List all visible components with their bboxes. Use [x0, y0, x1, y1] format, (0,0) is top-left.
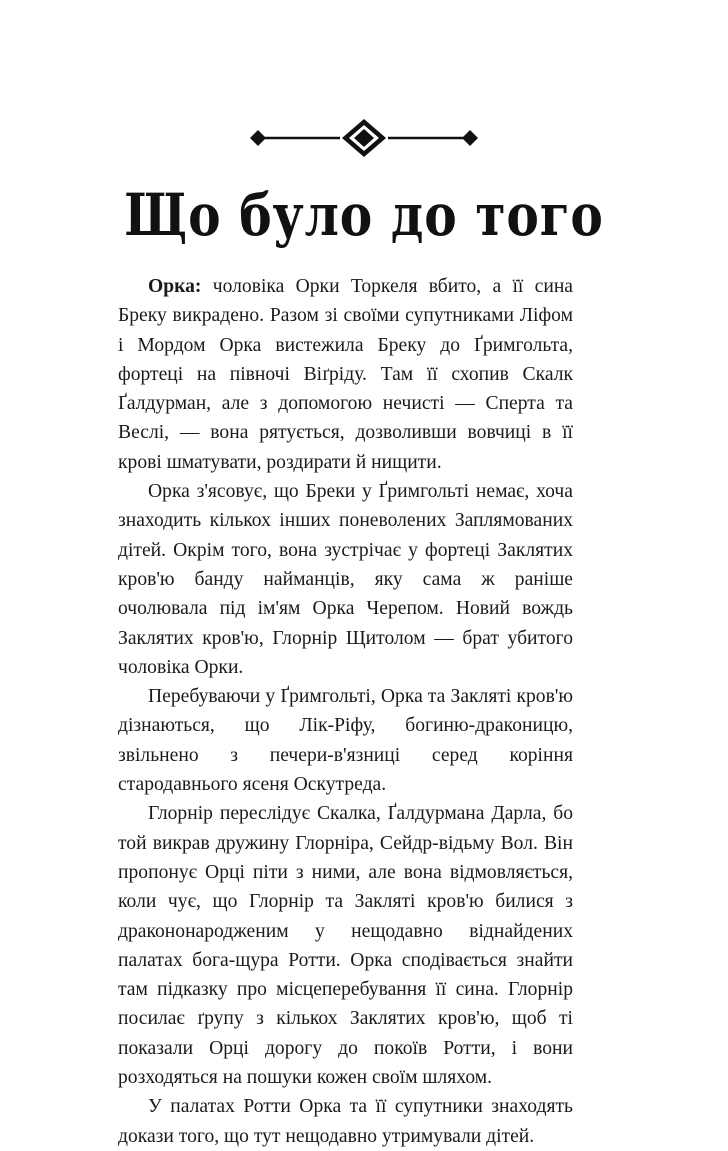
page-title: Що було до того	[124, 181, 604, 249]
ornament-diamond-left	[250, 130, 266, 146]
ornament-divider	[228, 118, 500, 158]
ornament-diamond-right	[462, 130, 478, 146]
paragraph-1	[118, 272, 573, 477]
paragraph-2: Орка з'ясовує, що Бреки у Ґримгольті немає, хоча знаходить кількох інших поневолених Заплямованих дітей. Окрім того, вона зустрічає у фортеці Заклятих кров'ю банду найманців, яку сама ж раніше очолювала під ім'ям Орка Черепом. Новий вождь Заклятих кров'ю, Глорнір Щитолом — брат убитого чоловіка Орки.	[118, 481, 573, 678]
body-text	[118, 272, 573, 1151]
paragraph-4: Глорнір переслідує Скалка, Ґалдурмана Дарла, бо той викрав дружину Глорніра, Сейдр-відьму Вол. Він пропонує Орці піти з ними, але вона відмовляється, коли чує, що Глорнір та Закляті кров'ю билися з дракононародженим у нещодавно віднайдених палатах бога-щура Ротти. Орка сподівається знайти там підказку про місцеперебування її сина. Глорнір посилає ґрупу з кількох Заклятих кров'ю, щоб ті показали Орці дорогу до покоїв Ротти, і вони розходяться на пошуки кожен своїм шляхом.	[118, 803, 573, 1089]
paragraph-5: У палатах Ротти Орка та її супутники знаходять докази того, що тут нещодавно утримували дітей.	[118, 1096, 573, 1147]
paragraph-text: чоловіка Орки Торкеля вбито, а її сина Бреку викрадено. Разом зі своїми супутниками Ліфом і Мордом Орка вистежила Бреку до Ґримгольта, фортеці на півночі Віґріду. Там її схопив Скалк Ґалдурман, але з допомогою нечисті — Сперта та Веслі, — вона рятується, дозволивши вовчиці в її крові шматувати, роздирати й нищити.	[118, 276, 573, 473]
paragraph-3: Перебуваючи у Ґримгольті, Орка та Закляті кров'ю дізнаються, що Лік-Ріфу, богиню-драконицю, звільнено з печери-в'язниці серед коріння стародавнього ясеня Оскутреда.	[118, 686, 573, 796]
paragraph-lead: Орка:	[148, 276, 202, 297]
